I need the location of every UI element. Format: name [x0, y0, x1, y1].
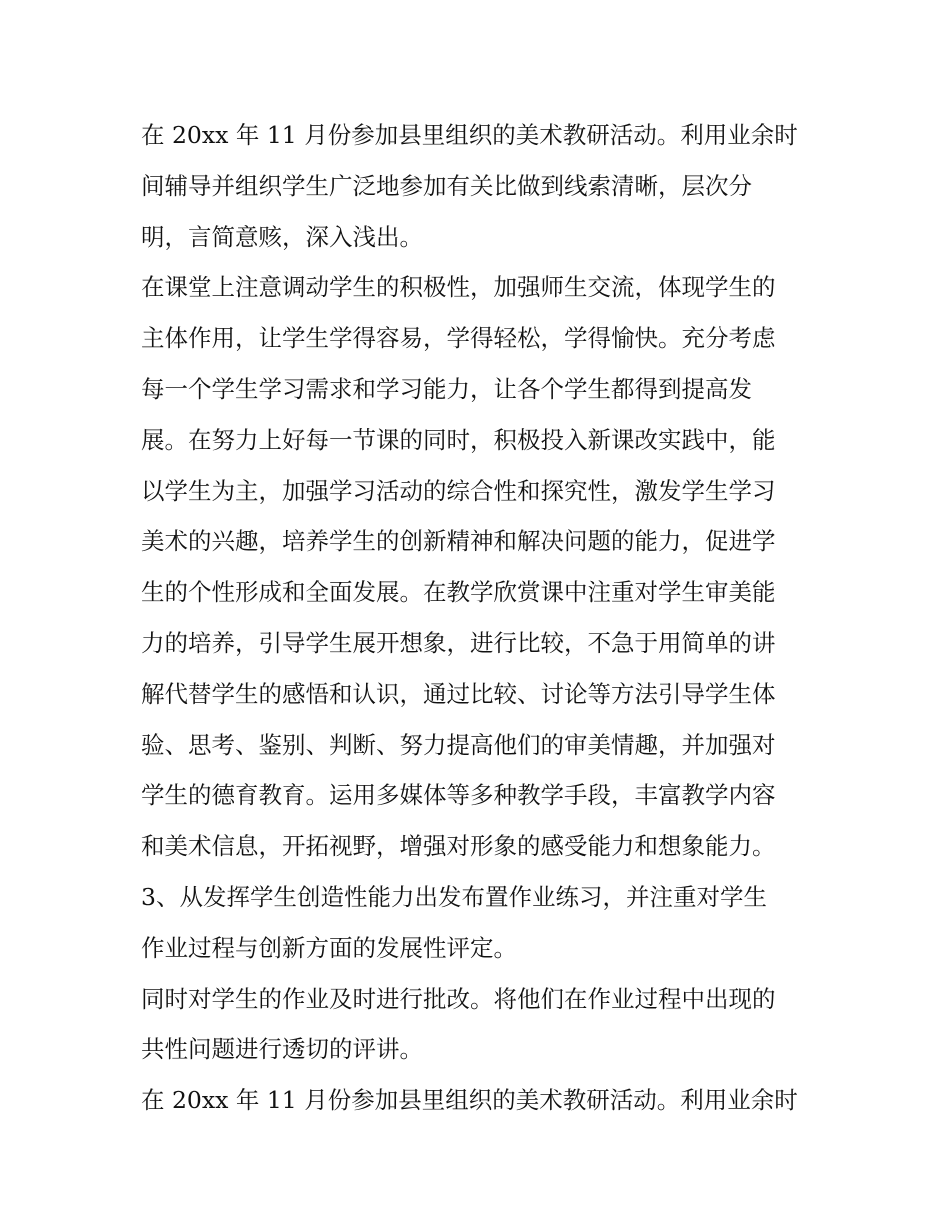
text-line: 美术的兴趣，培养学生的创新精神和解决问题的能力，促进学	[141, 527, 776, 556]
text-line: 间辅导并组织学生广泛地参加有关比做到线索清晰，层次分	[141, 171, 752, 200]
text-line: 每一个学生学习需求和学习能力，让各个学生都得到提高发	[141, 374, 752, 403]
text-line: 共性问题进行透切的评讲。	[141, 1035, 423, 1064]
text-line: 在 20xx 年 11 月份参加县里组织的美术教研活动。利用业余时	[141, 1086, 798, 1115]
text-line: 验、思考、鉴别、判断、努力提高他们的审美情趣，并加强对	[141, 730, 776, 759]
text-line: 在课堂上注意调动学生的积极性，加强师生交流，体现学生的	[141, 273, 776, 302]
text-line: 同时对学生的作业及时进行批改。将他们在作业过程中出现的	[141, 984, 776, 1013]
body-text	[141, 110, 813, 1126]
text-line: 3、从发挥学生创造性能力出发布置作业练习，并注重对学生	[141, 882, 767, 911]
text-line: 作业过程与创新方面的发展性评定。	[141, 933, 517, 962]
text-line: 解代替学生的感悟和认识，通过比较、讨论等方法引导学生体	[141, 679, 776, 708]
text-line: 和美术信息，开拓视野，增强对形象的感受能力和想象能力。	[141, 832, 776, 861]
text-line: 在 20xx 年 11 月份参加县里组织的美术教研活动。利用业余时	[141, 121, 798, 149]
text-line: 主体作用，让学生学得容易，学得轻松，学得愉快。充分考虑	[141, 324, 776, 353]
text-line: 明，言简意赅，深入浅出。	[141, 222, 423, 251]
text-line: 展。在努力上好每一节课的同时，积极投入新课改实践中，能	[141, 425, 776, 454]
text-line: 学生的德育教育。运用多媒体等多种教学手段，丰富教学内容	[141, 781, 776, 810]
text-line: 力的培养，引导学生展开想象，进行比较，不急于用简单的讲	[141, 628, 776, 657]
text-line: 生的个性形成和全面发展。在教学欣赏课中注重对学生审美能	[141, 578, 776, 607]
text-line: 以学生为主，加强学习活动的综合性和探究性，激发学生学习	[141, 476, 776, 505]
